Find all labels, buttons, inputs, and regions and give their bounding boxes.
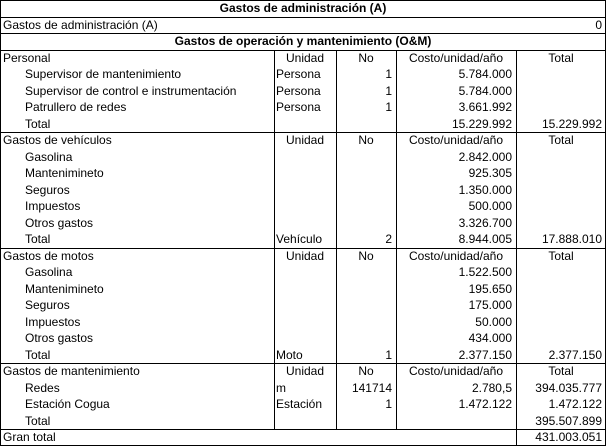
row-label: Total xyxy=(25,232,51,246)
row-cost: 195.650 xyxy=(468,281,512,296)
grid-line xyxy=(0,0,606,1)
row-count xyxy=(338,330,392,347)
row-label: Gran total xyxy=(3,430,56,444)
grid-line xyxy=(0,33,606,34)
row-count xyxy=(338,264,392,281)
row-label: Impuestos xyxy=(25,314,81,329)
row-unit xyxy=(276,215,334,232)
grid-line xyxy=(605,0,606,446)
grid-line xyxy=(516,132,517,248)
row-cost: 925.305 xyxy=(468,166,512,180)
table-title: Gastos de operación y mantenimiento (O&M) xyxy=(174,34,432,48)
total-header: Total xyxy=(548,133,574,147)
grid-line xyxy=(0,0,1,446)
grid-line xyxy=(396,50,397,132)
grid-line xyxy=(274,363,275,429)
row-label: Supervisor de mantenimiento xyxy=(25,67,182,81)
section-title: Gastos de vehículos xyxy=(3,133,112,147)
row-count xyxy=(338,281,392,298)
no-header: No xyxy=(358,248,374,263)
grid-line xyxy=(274,50,275,132)
row-cost: 175.000 xyxy=(468,298,512,312)
row-total: 1.472.122 xyxy=(548,397,602,411)
grid-line xyxy=(396,248,397,363)
row-unit: Vehículo xyxy=(276,232,323,246)
row-count xyxy=(338,116,392,133)
row-label: Total xyxy=(25,413,51,428)
row-unit xyxy=(276,149,334,166)
row-cost: 1.472.122 xyxy=(458,397,512,411)
row-unit: Persona xyxy=(276,83,321,98)
row-label: Otros gastos xyxy=(25,331,94,345)
row-total: 394.035.777 xyxy=(535,380,602,395)
grid-line xyxy=(274,248,275,363)
row-cost: 2.842.000 xyxy=(458,149,512,164)
row-unit xyxy=(276,198,334,215)
row-total: 2.377.150 xyxy=(548,347,602,362)
row-count xyxy=(338,198,392,215)
cost-header: Costo/unidad/año xyxy=(408,248,504,263)
row-unit xyxy=(276,182,334,199)
row-unit xyxy=(276,116,334,133)
row-cost: 3.661.992 xyxy=(458,100,512,114)
row-cost: 5.784.000 xyxy=(458,83,512,98)
row-unit: Moto xyxy=(276,347,303,362)
no-header: No xyxy=(358,133,374,147)
total-header: Total xyxy=(548,50,574,65)
unit-header: Unidad xyxy=(285,364,325,378)
cost-header: Costo/unidad/año xyxy=(408,133,504,147)
total-header: Total xyxy=(548,248,574,263)
row-label: Supervisor de control e instrumentación xyxy=(25,83,237,98)
total-header: Total xyxy=(548,364,574,378)
row-total xyxy=(518,198,602,215)
row-total xyxy=(518,314,602,331)
row-count: 1 xyxy=(385,347,392,362)
row-unit xyxy=(276,297,334,314)
row-count: 1 xyxy=(385,100,392,114)
row-total: 17.888.010 xyxy=(541,232,602,246)
grid-line xyxy=(0,17,606,18)
grid-line xyxy=(336,248,337,363)
row-total xyxy=(518,149,602,166)
row-count: 1 xyxy=(385,83,392,98)
row-cost: 2.377.150 xyxy=(458,347,512,362)
row-cost: 434.000 xyxy=(468,331,512,345)
row-total: 15.229.992 xyxy=(541,116,602,131)
row-unit xyxy=(276,264,334,281)
row-total xyxy=(518,165,602,182)
section-title-admin xyxy=(0,0,606,17)
row-cost: 2.780,5 xyxy=(471,380,512,395)
grid-line xyxy=(516,248,517,363)
row-label: Gasolina xyxy=(25,265,73,279)
row-count xyxy=(338,297,392,314)
row-total xyxy=(518,297,602,314)
row-label: Patrullero de redes xyxy=(25,100,127,114)
row-count xyxy=(338,165,392,182)
row-total xyxy=(518,182,602,199)
row-count xyxy=(338,149,392,166)
table-title: Gastos de administración (A) xyxy=(219,1,387,15)
row-unit xyxy=(276,281,334,298)
row-cost xyxy=(398,413,512,430)
grid-line xyxy=(336,132,337,248)
row-count xyxy=(338,314,392,331)
row-unit: Persona xyxy=(276,67,321,81)
grid-line xyxy=(396,363,397,429)
grid-line xyxy=(516,50,517,132)
row-cost: 15.229.992 xyxy=(451,116,512,131)
row-label: Impuestos xyxy=(25,199,81,213)
row-label: Seguros xyxy=(25,298,70,312)
section-title: Gastos de motos xyxy=(3,248,94,263)
row-count: 1 xyxy=(385,67,392,81)
row-cost: 50.000 xyxy=(475,314,512,329)
no-header: No xyxy=(358,50,374,65)
cost-header: Costo/unidad/año xyxy=(408,364,504,378)
row-unit xyxy=(276,314,334,331)
grid-line xyxy=(274,132,275,248)
row-total xyxy=(518,83,602,100)
row-label: Mantenimineto xyxy=(25,281,104,296)
unit-header: Unidad xyxy=(285,248,325,263)
row-total: 395.507.899 xyxy=(535,413,602,428)
row-total xyxy=(518,215,602,232)
section-title-om xyxy=(0,33,606,50)
row-label: Redes xyxy=(25,380,60,395)
row-label: Estación Cogua xyxy=(25,397,110,411)
row-count xyxy=(338,182,392,199)
section-title: Personal xyxy=(3,50,51,65)
grid-line xyxy=(336,363,337,429)
row-label: Otros gastos xyxy=(25,215,94,230)
row-cost: 1.522.500 xyxy=(458,265,512,279)
section-title: Gastos de mantenimiento xyxy=(3,364,140,378)
row-label: Gasolina xyxy=(25,149,73,164)
grid-line xyxy=(396,132,397,248)
row-label: Gastos de administración (A) xyxy=(3,17,158,32)
row-unit: Persona xyxy=(276,100,321,114)
row-label: Seguros xyxy=(25,182,70,197)
row-total xyxy=(518,99,602,116)
cost-header: Costo/unidad/año xyxy=(408,50,504,65)
unit-header: Unidad xyxy=(285,50,325,65)
no-header: No xyxy=(358,364,374,378)
grid-line xyxy=(516,363,517,429)
row-unit: m xyxy=(276,380,286,395)
row-total: 0 xyxy=(595,17,602,32)
row-cost: 3.326.700 xyxy=(458,215,512,230)
row-total xyxy=(518,281,602,298)
row-cost: 8.944.005 xyxy=(458,232,512,246)
row-label: Total xyxy=(25,347,51,362)
row-unit: Estación xyxy=(276,397,323,411)
row-cost: 1.350.000 xyxy=(458,182,512,197)
admin-row xyxy=(0,17,606,34)
row-cost: 5.784.000 xyxy=(458,67,512,81)
row-label: Mantenimineto xyxy=(25,166,104,180)
grid-line xyxy=(516,429,517,446)
row-total xyxy=(518,66,602,83)
row-count: 141714 xyxy=(351,380,392,395)
row-total xyxy=(518,330,602,347)
row-unit xyxy=(276,165,334,182)
unit-header: Unidad xyxy=(285,133,325,147)
row-count: 2 xyxy=(385,232,392,246)
row-unit xyxy=(276,330,334,347)
row-label: Total xyxy=(25,116,51,131)
grid-line xyxy=(336,50,337,132)
row-count xyxy=(338,215,392,232)
row-count xyxy=(338,413,392,430)
row-cost: 500.000 xyxy=(468,199,512,213)
row-unit xyxy=(276,413,334,430)
row-count: 1 xyxy=(385,397,392,411)
row-total xyxy=(518,264,602,281)
grand-total-value: 431.003.051 xyxy=(535,430,602,444)
